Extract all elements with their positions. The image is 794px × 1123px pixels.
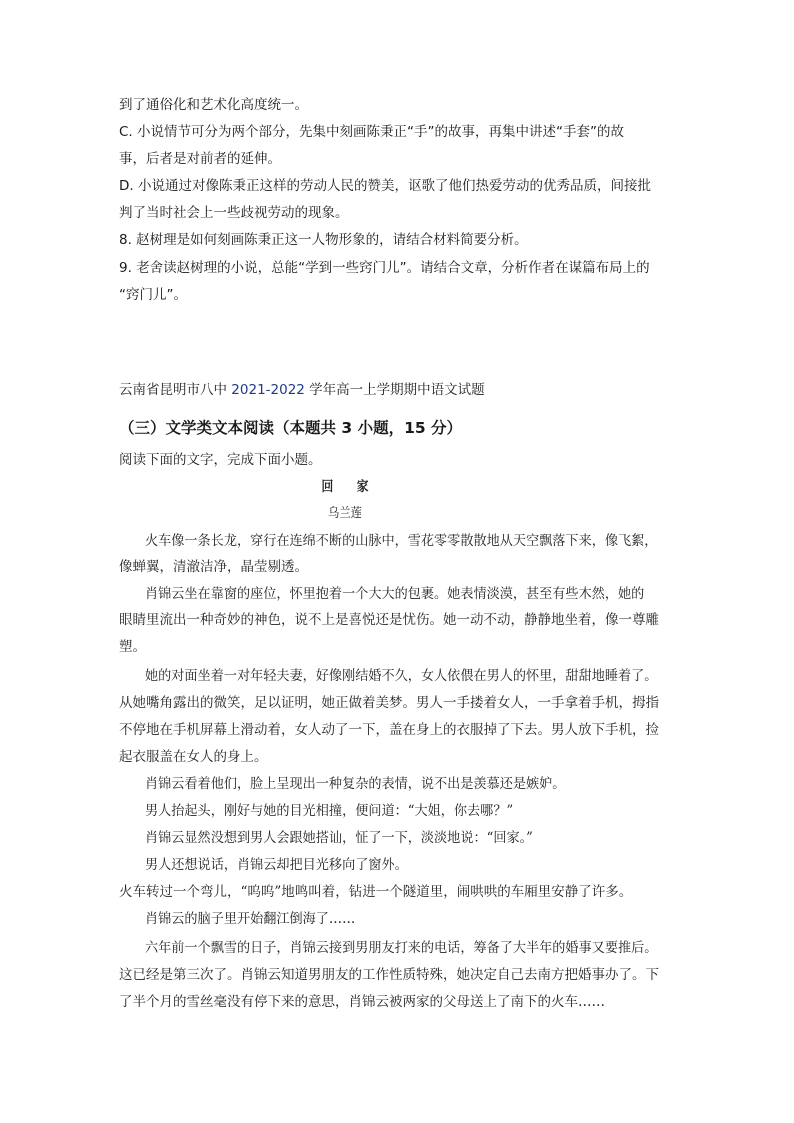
story-line: 六年前一个飘雪的日子，肖锦云接到男朋友打来的电话，筹备了大半年的婚事又要推后。 (145, 940, 658, 956)
source-prefix: 云南省昆明市八中 (119, 382, 232, 398)
story-line: 男人还想说话，肖锦云却把目光移向了窗外。 (145, 857, 408, 873)
instruction: 阅读下面的文字，完成下面小题。 (119, 452, 322, 468)
story-line: 火车转过一个弯儿，“呜呜”地鸣叫着，钻进一个隧道里，闹哄哄的车厢里安静了许多。 (119, 884, 633, 900)
story-line: 肖锦云坐在靠窗的座位，怀里抱着一个大大的包裹。她表情淡漠，甚至有些木然，她的 (145, 586, 645, 602)
option-c-line: 事，后者是对前者的延伸。 (119, 151, 281, 167)
story-line: 塑。 (119, 639, 146, 655)
story-title: 回 家 (321, 479, 369, 495)
question-9: 9. 老舍读赵树理的小说，总能“学到一些窍门儿”。请结合文章，分析作者在谋篇布局上的 (119, 260, 650, 276)
option-c-line: C. 小说情节可分为两个部分，先集中刻画陈秉正“手”的故事，再集中讲述“手套”的故 (119, 124, 624, 140)
story-line: 火车像一条长龙，穿行在连绵不断的山脉中，雪花零零散散地从天空飘落下来，像飞絮， (145, 533, 658, 549)
story-line: 肖锦云的脑子里开始翻江倒海了…… (145, 911, 356, 927)
question-9: “窍门儿”。 (119, 287, 187, 303)
section-title: （三）文学类文本阅读（本题共 3 小题，15 分） (119, 419, 463, 437)
question-8: 8. 赵树理是如何刻画陈秉正这一人物形象的，请结合材料简要分析。 (119, 232, 528, 248)
source-line (119, 380, 679, 400)
story-line: 肖锦云看着他们，脸上呈现出一种复杂的表情，说不出是羡慕还是嫉妒。 (145, 776, 566, 792)
option-d-line: 判了当时社会上一些歧视劳动的现象。 (119, 205, 349, 221)
source-suffix: 学年高一上学期期中语文试题 (304, 382, 485, 398)
story-author: 乌兰莲 (328, 506, 362, 521)
prev-text-line: 到了通俗化和艺术化高度统一。 (119, 97, 308, 113)
story-line: 男人抬起头，刚好与她的目光相撞，便问道：“大姐，你去哪？” (145, 803, 514, 819)
story-line: 眼睛里流出一种奇妙的神色，说不上是喜悦还是忧伤。她一动不动，静静地坐着，像一尊雕 (119, 612, 659, 628)
source-year: 2021-2022 (231, 382, 305, 398)
story-line: 肖锦云显然没想到男人会跟她搭讪，怔了一下，淡淡地说：“回家。” (145, 830, 533, 846)
story-line: 起衣服盖在女人的身上。 (119, 749, 268, 765)
story-line: 不停地在手机屏幕上滑动着，女人动了一下，盖在身上的衣服掉了下去。男人放下手机，捡 (119, 722, 659, 738)
story-line: 像蝉翼，清澈洁净，晶莹剔透。 (119, 559, 308, 575)
story-line: 她的对面坐着一对年轻夫妻，好像刚结婚不久，女人依偎在男人的怀里，甜甜地睡着了。 (145, 668, 658, 684)
story-line: 了半个月的雪丝毫没有停下来的意思，肖锦云被两家的父母送上了南下的火车…… (119, 994, 605, 1010)
story-line: 从她嘴角露出的微笑，足以证明，她正做着美梦。男人一手搂着女人，一手拿着手机，拇指 (119, 695, 659, 711)
option-d-line: D. 小说通过对像陈秉正这样的劳动人民的赞美，讴歌了他们热爱劳动的优秀品质，间接批 (119, 178, 651, 194)
story-line: 这已经是第三次了。肖锦云知道男朋友的工作性质特殊，她决定自己去南方把婚事办了。下 (119, 967, 659, 983)
